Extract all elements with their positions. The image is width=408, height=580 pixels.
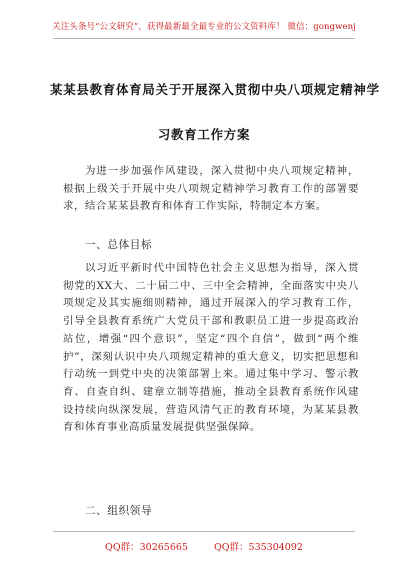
footer-divider xyxy=(53,531,355,532)
header-note: 关注头条号“公文研究”，获得最新最全最专业的公文资料库！ 微信：gongwenj xyxy=(52,22,356,32)
section-heading-organization: 二、组织领导 xyxy=(85,505,153,517)
footer-qq-group-1: QQ群：30265665 xyxy=(105,542,188,553)
section-body-goals: 以习近平新时代中国特色社会主义思想为指导，深入贯彻党的XX大、二十届二中、三中全会精神，全面落实中央八项规定及其实施细则精神，通过开展深入的学习教育工作，引导全县教育系统广大党员干部和教职员工进一步提高政治站位，增强“四个意识”，坚定“四个自信”，做到“两个维护”，深刻认识中央八项规定精神的重大意义，切实把思想和行动统一到党中央的决策部署上来。通过集中学习、警示教育、自查自纠、建章立制等措施，推动全县教育系统作风建设持续向纵深发展，营造风清气正的教育环境，为某某县教育和体育事业高质量发展提供坚强保障。 xyxy=(63,262,359,434)
section-heading-goals: 一、总体目标 xyxy=(85,239,153,251)
footer-qq-group-2: QQ群：535304092 xyxy=(213,542,303,553)
intro-paragraph: 为进一步加强作风建设，深入贯彻中央八项规定精神，根据上级关于开展中央八项规定精神学习教育工作的部署要求，结合某某县教育和体育工作实际，特制定本方案。 xyxy=(63,165,359,213)
document-title-line-2: 习教育工作方案 xyxy=(157,127,251,142)
document-title-line-1: 某某县教育体育局关于开展深入贯彻中央八项规定精神学 xyxy=(50,82,380,97)
footer xyxy=(0,539,408,553)
header-divider xyxy=(53,38,355,39)
